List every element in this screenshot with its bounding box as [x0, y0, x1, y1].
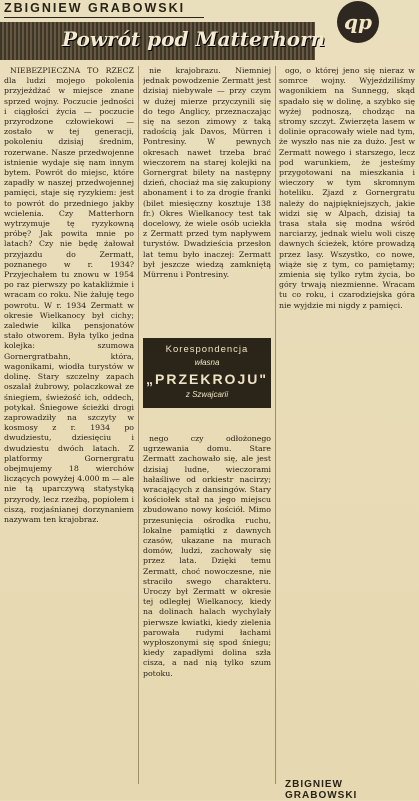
article-column-3	[279, 66, 415, 742]
column-divider	[138, 66, 139, 784]
author-name-top: ZBIGNIEW GRABOWSKI	[4, 1, 186, 15]
author-signature: ZBIGNIEW GRABOWSKI	[285, 779, 358, 801]
magazine-name: „PRZEKROJU"	[146, 371, 268, 387]
top-rule	[4, 17, 204, 18]
article-title: Powrót pod Matterhorn	[62, 27, 326, 51]
article-text: ogo, o której jeno się nieraz w somrce wojny. Wyjeździliśmy wagonikiem na Sunnegg, skąd spadało się w dolinę, a szybko się wyżej podnoszą, chodząc na stromy szczyt. Zwierzęta lasem w dolinie opracowały wiele nad tym, że wyszło nas nie za dużo. Jest w Zermatt nowego i starszego, lecz pod warunkiem, że jesteśmy przygotowani na mieszkania i wieczory w tym skromnym hoteliku. Zjazd z Gornergratu należy do najpiękniejszych, jakie widzi się w Alpach, dzisiaj ta trasa stała się modna wśród narciarzy, jednak wielu woli ciszę dawnych ścieżek, które prowadzą przez lasy. Wszystko, co nowe, wiąże się z tym, co pamiętamy; zmienia się tylko rytm życia, bo góry trwają niezmienne. Wracam tu co roku, i czarodziejska góra nie wyjdzie mi nigdy z pamięci.	[279, 66, 415, 310]
article-text: nego czy odłożonego ugrzewania domu. Stare Zermatt zachowało się, ale jest dzisiaj ludne, wieczorami hałaśliwe od orkiestr nacirzy; wracających z dansingów. Stary kościołek stał na jego miejscu zbudowano nowy kościół. Mimo przesunięcia ośrodka ruchu, lokalne pamiątki z dawnych czasów, ukazane na murach domów, ludzi, zachowały się przez lata. Dzięki temu Zermatt, choć nowoczesne, nie straciło swego charakteru. Uroczy był Zermatt w okresie tej odległej Wielkanocy, kiedy na dolinach halach wychylały pierwsze kwiatki, kiedy zielenia parowała rudymi łachami wypłoszonymi się spod śniegu; kiedy zapadłymi dolina szła cisza, a nad nią tylko szum potoku.	[143, 434, 271, 678]
logo-text: qp	[344, 10, 372, 34]
correspondence-box	[143, 338, 271, 408]
correspondence-location: z Szwajcarii	[185, 390, 229, 399]
article-text: nie krajobrazu. Niemniej jednak powodzenie Zermatt jest dzisiaj niebywałe — przy czym w dużej mierze przyczynili się do tego Anglicy, przeznaczając się na sezon zimowy z taką radością jak Davos, Mürren i Pontresiny. W pewnych okresach nawet trzeba brać wieczorem na starej kolejki na Gornergrat bilety na następny dzień, chociaż ma się zakupiony abonament i to za drogie franki (bilet miesięczny kosztuje 138 fr.) Okres Wielkanocy test tak docelowy, że wiele osób uciekła z Zermatt przed tym napływem turystów. Dwadzieścia przesłon lat temu było inaczej: Zermatt był jeszcze wiedzą zamkniętą Mürrenu i Pontresiny.	[143, 66, 271, 280]
correspondence-label: Korespondencja	[165, 344, 249, 355]
article-column-1	[4, 66, 134, 784]
magazine-logo	[337, 1, 379, 43]
article-column-2-lower	[143, 434, 271, 784]
correspondence-sublabel: własna	[194, 358, 220, 367]
column-divider	[275, 66, 276, 784]
article-text: NIEBEZPIECZNA TO RZECZ dla ludzi mojego pokolenia przyjeżdżać w miejsce znane sprzed wojny. Poczucie jedności i ciągłości życia — poczucie przyrodzone człowiekowi — zostało w tej generacji, pokoleniu dzisiaj średnim, rozerwane. Nasze przedwojenne istnienie wydaje się nam innym bytem. Powrót do miejsc, które zapadły w naszej przedwojennej pamięci, staje się ryzykiem: jest to powrót do przedniego jakby wcielenia. Czy Matterhorn wytrzymuje tę ryzykowną próbę? Jak powita mnie po latach? Czy nie będę żałował przyjazdu do Zermatt, poznanego w r. 1934? Przyjechałem tu znowu w 1954 po raz pierwszy po katakliżmie i wracam co roku. Nie żałuję tego powrotu. W r. 1934 Zermatt w okresie Wielkanocy był cichy; zaledwie kilka pensjonatów stało otworem. Była tylko jedna kolejka: szumowa Gornergratbahn, która, wagonikami, wiodła turystów w dolinę. Stary szczelny zapach oszalał żubrowy, polaczkował ze śniegiem, świeżość ich, oddech, potykał. Śniegowe ścieżki drogi zaprowadziły na szczyty w kosmosy z r. 1934 po dwudziestu, dziesięciu i dwudziestu dwóch latach. Z platformy Gornergratu obejmujemy 18 wierchów liczących powyżej 4.000 m — ale nie tą uparczywą statystyką przyrody, lecz rzeźbą, popiołem i ciszą, rozjaśnianej dorzynaniem nazywam ten krajobraz.	[4, 66, 134, 524]
